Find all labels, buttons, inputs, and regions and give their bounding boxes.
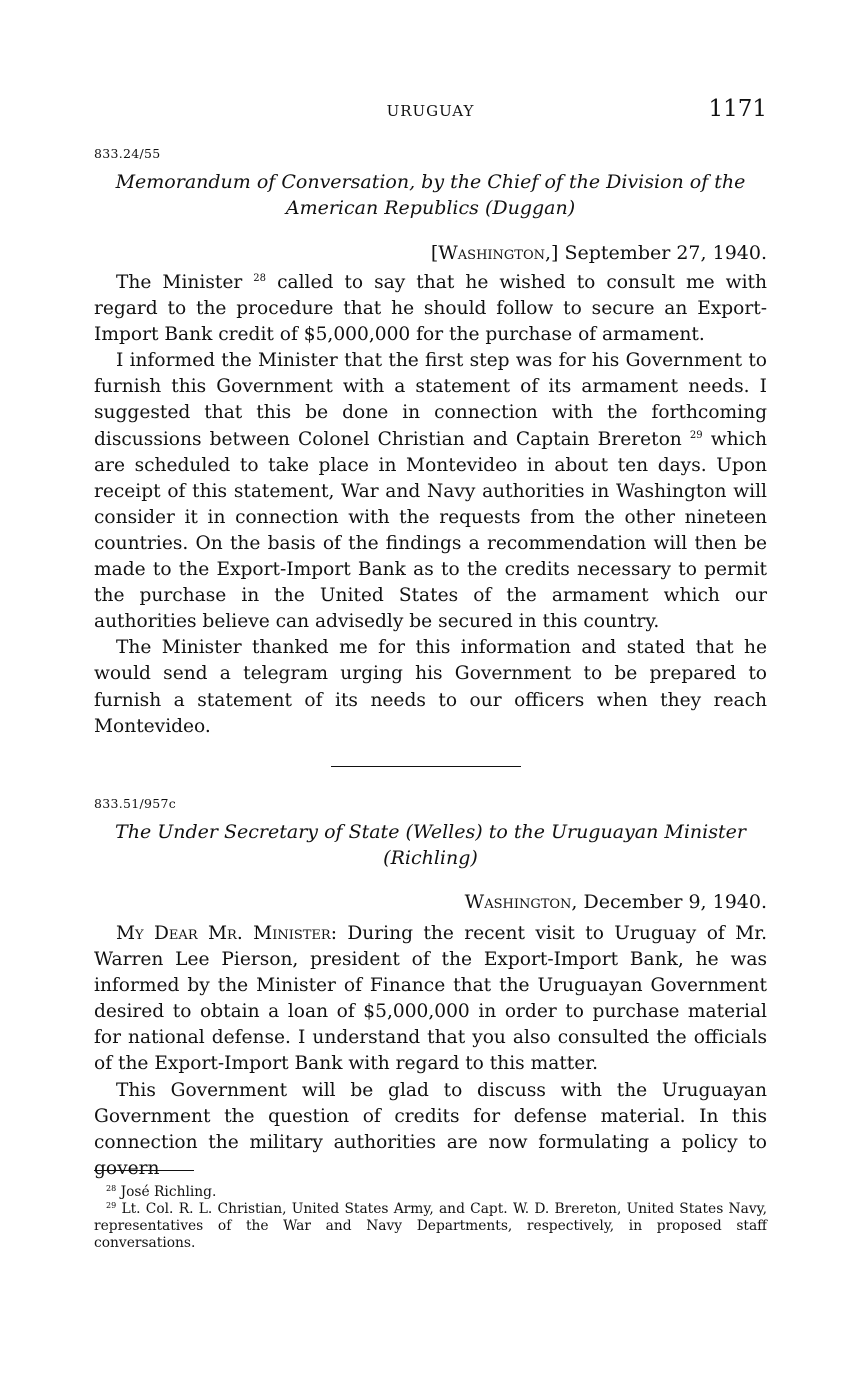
- footnote-mark-28: 28: [106, 1184, 117, 1193]
- footnote-text-29: Lt. Col. R. L. Christian, United States Army, and Capt. W. D. Brereton, United States Navy, representatives of the War and Navy Departments, respectively, in proposed staff conversations.: [94, 1201, 767, 1251]
- doc1-dateline-date: September 27, 1940.: [564, 242, 767, 264]
- footnote-mark-29: 29: [106, 1201, 117, 1210]
- doc2-paragraph-1: [94, 921, 767, 1078]
- doc2-heading-line2: (Richling): [383, 847, 478, 869]
- footnote-28: [94, 1184, 767, 1201]
- doc1-para2-text-a: I informed the Minister that the first step was for his Government to furnish this Government with a statement of its armament needs. I suggested that this be done in connection with the forthcoming discussions between Colonel Christian and Captain Brereton: [94, 350, 767, 450]
- doc2-dateline-date: December 9, 1940.: [583, 891, 767, 913]
- footnotes: [94, 1184, 767, 1252]
- footnote-rule: [94, 1170, 194, 1171]
- doc2-body: [94, 921, 767, 1182]
- doc1-body: [94, 270, 767, 740]
- doc1-paragraph-3: The Minister thanked me for this information and stated that he would send a telegram urging his Government to be prepared to furnish a statement of its needs to our officers when they reach Montevideo.: [94, 637, 767, 737]
- salutation: My Dear Mr. Minister:: [116, 923, 337, 944]
- doc2-heading-line1: The Under Secretary of State (Welles) to the Uruguayan Minister: [115, 821, 746, 843]
- footnote-ref-28: 28: [253, 273, 267, 284]
- doc2-para1-text: During the recent visit to Uruguay of Mr. Warren Lee Pierson, president of the Export-Import Bank, he was informed by the Minister of Finance that the Uruguayan Government desired to obtain a loan of $5,000,000 in order to purchase material for national defense. I understand that you also consulted the officials of the Export-Import Bank with regard to this matter.: [94, 923, 767, 1075]
- footnote-29: [94, 1201, 767, 1252]
- doc1-para1-text-a: The Minister: [116, 272, 243, 293]
- doc1-dateline-place: [Washington,]: [430, 242, 559, 264]
- doc2-dateline: [465, 891, 767, 913]
- doc1-paragraph-2: [94, 348, 767, 635]
- doc1-heading-line1: Memorandum of Conversation, by the Chief of the Division of the: [115, 171, 746, 193]
- doc1-para2-text-b: which are scheduled to take place in Montevideo in about ten days. Upon receipt of this statement, War and Navy authorities in Washington will consider it in connection with the requests from the other nineteen countries. On the basis of the findings a recommendation will then be made to the Export-Import Bank as to the credits necessary to permit the purchase in the United States of the armament which our authorities believe can advisedly be secured in this country.: [94, 428, 767, 633]
- running-head: [94, 96, 767, 126]
- doc1-paragraph-1: [94, 270, 767, 348]
- doc1-heading-line2: American Republics (Duggan): [285, 197, 576, 219]
- section-divider: [331, 766, 521, 767]
- file-number-1: 833.24/55: [94, 146, 161, 161]
- doc2-heading: [94, 819, 767, 871]
- doc2-paragraph-2: This Government will be glad to discuss with the Uruguayan Government the question of credits for defense material. In this connection the military authorities are now formulating a policy to govern: [94, 1079, 767, 1179]
- file-number-2: 833.51/957c: [94, 796, 177, 811]
- doc1-dateline: [431, 242, 767, 264]
- page-number: 1171: [708, 96, 767, 122]
- doc1-heading: [94, 169, 767, 221]
- running-head-title: URUGUAY: [386, 102, 475, 120]
- footnote-ref-29: 29: [689, 429, 703, 441]
- doc1-para1-text-b: called to say that he wished to consult me with regard to the procedure that he should follow to secure an Export-Import Bank credit of $5,000,000 for the purchase of armament.: [94, 272, 767, 346]
- footnote-text-28: José Richling.: [120, 1184, 217, 1200]
- doc2-dateline-place: Washington,: [464, 891, 578, 913]
